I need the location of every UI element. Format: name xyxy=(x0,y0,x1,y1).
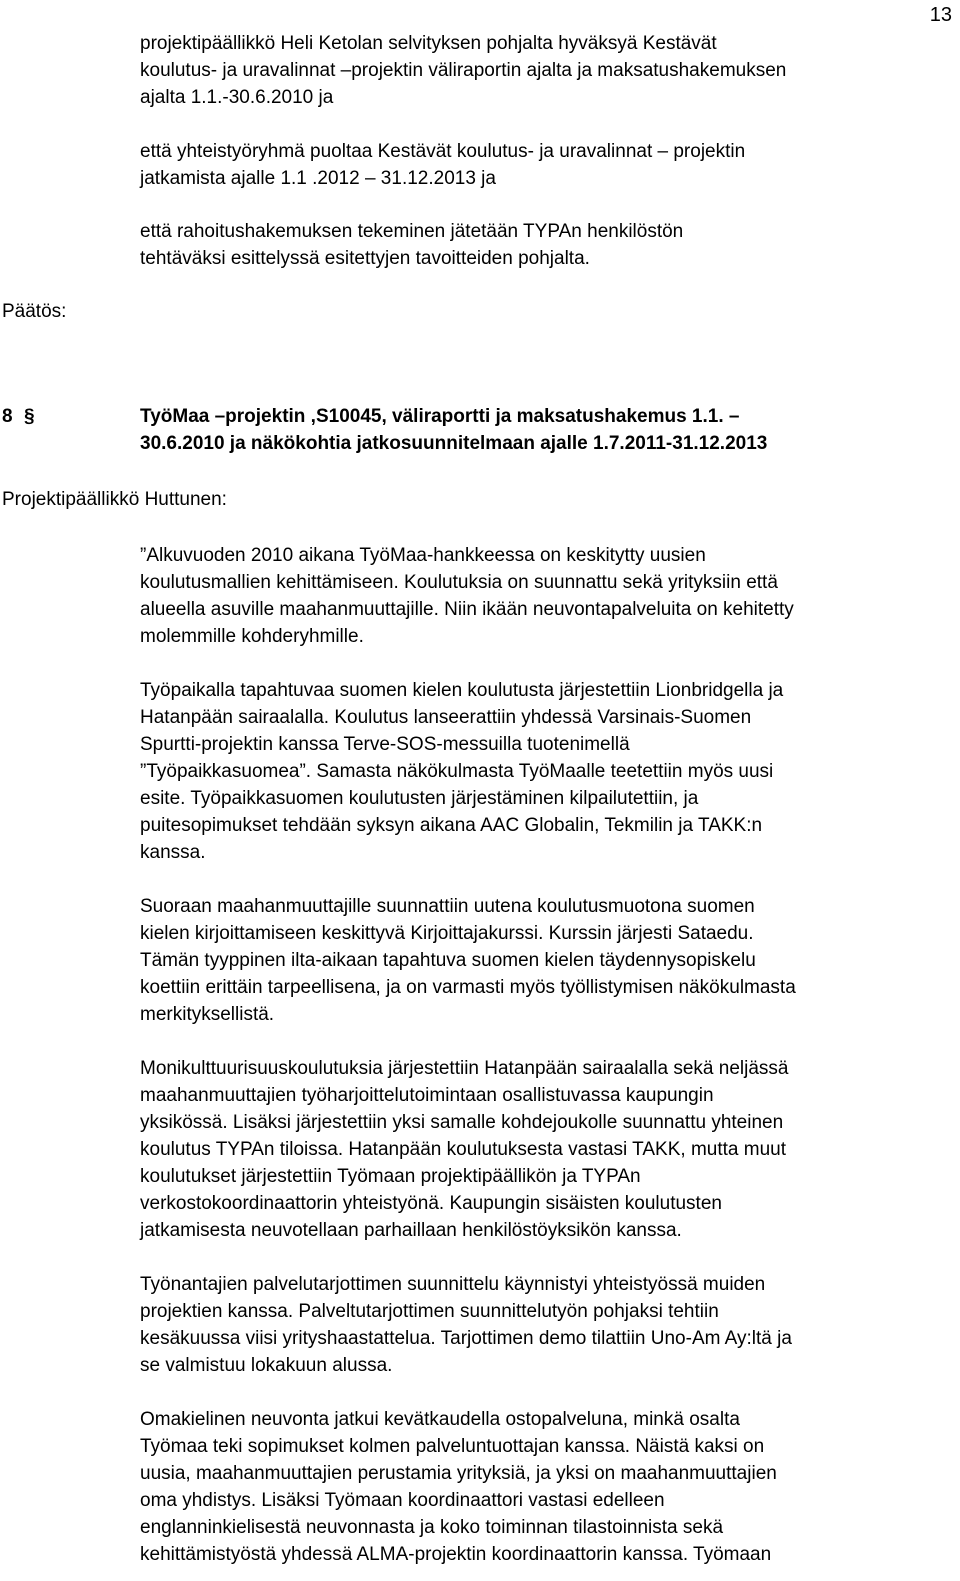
body-paragraph: Suoraan maahanmuuttajille suunnattiin uutena koulutusmuotona suomen kielen kirjoittamiseen keskittyvä Kirjoittajakurssi. Kurssin järjesti Sataedu. Tämän tyyppinen ilta-aikaan tapahtuva suomen kielen täydennysopiskelu koettiin erittäin tarpeellisena, ja on varmasti myös työllistymisen näkökulmasta merkityksellistä. xyxy=(140,896,796,1025)
body-text xyxy=(140,542,955,1568)
intro-paragraph: että yhteistyöryhmä puoltaa Kestävät koulutus- ja uravalinnat – projektin jatkamista ajalle 1.1 .2012 – 31.12.2013 ja xyxy=(140,141,746,189)
intro-text-second xyxy=(140,138,955,192)
intro-text xyxy=(140,30,955,111)
intro-paragraph: että rahoitushakemuksen tekeminen jätetään TYPAn henkilöstön tehtäväksi esittelyssä esitettyjen tavoitteiden pohjalta. xyxy=(140,221,684,269)
decision-label: Päätös: xyxy=(2,301,67,322)
section-sign: § xyxy=(24,406,35,427)
section-number: 8 xyxy=(2,406,13,427)
body-paragraph: Työpaikalla tapahtuvaa suomen kielen koulutusta järjestettiin Lionbridgella ja Hatanpään sairaalalla. Koulutus lanseerattiin yhdessä Varsinais-Suomen Spurtti-projektin kanssa Terve-SOS-messuilla tuotenimellä ”Työpaikkasuomea”. Samasta näkökulmasta TyöMaalle teetettiin myös uusi esite. Työpaikkasuomen koulutusten järjestäminen kilpailutettiin, ja puitesopimukset tehdään syksyn aikana AAC Globalin, Tekmilin ja TAKK:n kanssa. xyxy=(140,680,784,863)
intro-paragraph: projektipäällikkö Heli Ketolan selvityksen pohjalta hyväksyä Kestävät koulutus- ja uravalinnat –projektin väliraportin ajalta ja maksatushakemuksen ajalta 1.1.-30.6.2010 ja xyxy=(140,33,787,108)
intro-text-third xyxy=(140,218,955,272)
section-title: TyöMaa –projektin ,S10045, väliraportti ja maksatushakemus 1.1. – 30.6.2010 ja näkökohtia jatkosuunnitelmaan ajalle 1.7.2011-31.12.2013 xyxy=(140,406,768,454)
body-paragraph: Monikulttuurisuuskoulutuksia järjestettiin Hatanpään sairaalalla sekä neljässä maahanmuuttajien työharjoittelutoimintaan osallistuvassa kaupungin yksikössä. Lisäksi järjestettiin yksi samalle kohdejoukolle suunnattu yhteinen koulutus TYPAn tiloissa. Hatanpään koulutuksesta vastasi TAKK, mutta muut koulutukset järjestettiin Työmaan projektipäällikön ja TYPAn verkostokoordinaattorin yhteistyönä. Kaupungin sisäisten koulutusten jatkamisesta neuvotellaan parhaillaan henkilöstöyksikön kanssa. xyxy=(140,1058,789,1241)
body-paragraph: Omakielinen neuvonta jatkui kevätkaudella ostopalveluna, minkä osalta Työmaa teki sopimukset kolmen palveluntuottajan kanssa. Näistä kaksi on uusia, maahanmuuttajien perustamia yrityksiä, ja yksi on maahanmuuttajien oma yhdistys. Lisäksi Työmaan koordinaattori vastasi edelleen englanninkielisestä neuvonnasta ja koko toiminnan tilastoinnista sekä kehittämistyöstä yhdessä ALMA-projektin koordinaattorin kanssa. Työmaan xyxy=(140,1409,777,1565)
presenter-label: Projektipäällikkö Huttunen: xyxy=(2,489,227,510)
body-paragraph: Työnantajien palvelutarjottimen suunnittelu käynnistyi yhteistyössä muiden projektien kanssa. Palveltutarjottimen suunnittelutyön pohjaksi tehtiin kesäkuussa viisi yrityshaastattelua. Tarjottimen demo tilattiin Uno-Am Ay:ltä ja se valmistuu lokakuun alussa. xyxy=(140,1274,792,1376)
page-number: 13 xyxy=(929,4,952,26)
body-paragraph: ”Alkuvuoden 2010 aikana TyöMaa-hankkeessa on keskitytty uusien koulutusmallien kehittämiseen. Koulutuksia on suunnattu sekä yrityksiin että alueella asuville maahanmuuttajille. Niin ikään neuvontapalveluita on kehitetty molemmille kohderyhmille. xyxy=(140,545,794,647)
